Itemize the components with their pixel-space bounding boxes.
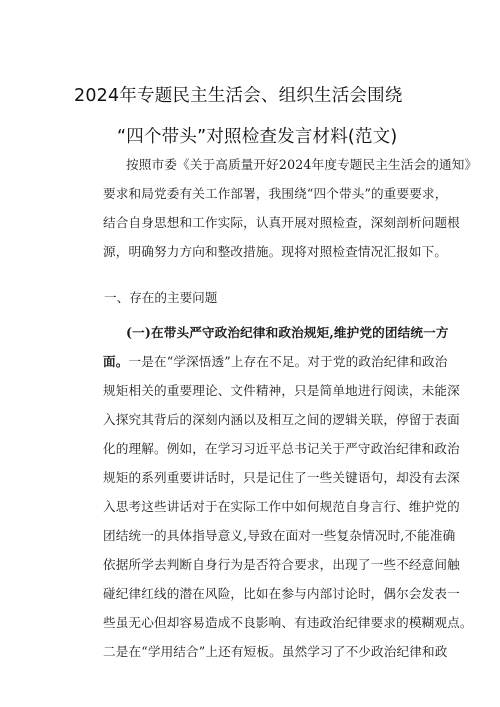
body-line: 入思考这些讲话对于在实际工作中如何规范自身言行、维护党的: [103, 499, 460, 514]
intro-line: 结合自身思想和工作实际，认真开展对照检查，深刻剖析问题根: [103, 215, 460, 230]
body-line: 规矩的系列重要讲话时，只是记住了一些关键语句，却没有去深: [103, 470, 460, 485]
body-line: 团结统一的具体指导意义,导致在面对一些复杂情况时,不能准确: [103, 528, 456, 543]
body-line-text: 一是在“学深悟透”上存在不足。对于党的政治纪律和政治: [128, 354, 448, 369]
intro-line: 要求和局党委有关工作部署，我围绕“四个带头”的重要要求，: [103, 186, 448, 201]
document-title-line-2: “四个带头”对照检查发言材料(范文): [117, 127, 398, 147]
section-heading: 一、存在的主要问题: [104, 290, 218, 305]
body-line: 些虽无心但却容易造成不良影响、有违政治纪律要求的模糊观点。: [103, 615, 473, 630]
body-line: 碰纪律红线的潜在风险，比如在参与内部讨论时，偶尔会发表一: [103, 586, 460, 601]
body-line: 二是在“学用结合”上还有短板。虽然学习了不少政治纪律和政: [103, 644, 448, 659]
subsection-heading: (一)在带头严守政治纪律和政治规矩,维护党的团结统一方: [126, 325, 449, 340]
subsection-heading-end: 面。: [103, 354, 129, 369]
intro-line: 源，明确努力方向和整改措施。现将对照检查情况汇报如下。: [103, 244, 448, 259]
body-line: [103, 354, 448, 369]
body-line: 入探究其背后的深刻内涵以及相互之间的逻辑关联，停留于表面: [103, 412, 460, 427]
body-line: 规矩相关的重要理论、文件精神，只是简单地进行阅读，未能深: [103, 383, 460, 398]
body-line: 化的理解。例如，在学习习近平总书记关于严守政治纪律和政治: [103, 441, 460, 456]
document-title-line-1: 2024年专题民主生活会、组织生活会围绕: [74, 86, 403, 106]
body-line: 依据所学去判断自身行为是否符合要求，出现了一些不经意间触: [103, 557, 460, 572]
intro-line: 按照市委《关于高质量开好2024年度专题民主生活会的通知》: [126, 157, 478, 172]
